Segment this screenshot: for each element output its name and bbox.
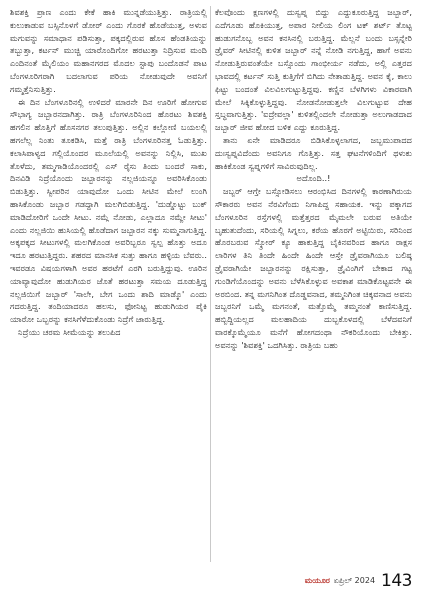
magazine-logo: ಮಯೂರ [304, 576, 330, 585]
column-divider [210, 6, 211, 562]
paragraph: ಜಬ್ಬರ್ ಆಗ್ತೇ ಬಸ್ಸೋಡಿಸಲು ಆರಂಭಿಸಿದ ದಿನಗಳಲ್ಲಿ ಕಾರಣಾಗಿರುಯ ಸೌಕಾರರು ಅವನ ನೆರವಿಗೆಂದು ನಿಗಾಪಿದ್ದ ಸಹಾಯಕ. ಇನ್ನು ಪಕ್ಕಾಗದ ಬೆಂಗಳೂರಿನ ರಸ್ತೆಗಳಲ್ಲಿ ಮತ್ತೆತ್ತರದ ಮೈಮಲೇ ಬರುವ ಅತಿಯೇ ಬೃಹುತುದೆಂದು, ಸರಿಯಲ್ಲಿ ಸಿಗ್ನಲು, ಕರೆಯ ಹೊರಗೆ ಅಟ್ಟಿಯಿರು, ಸರಿನಿಂದ ಹೊರಬರುವ ಸ್ಕ್ರೋರ್ ಕ್ಯೂ ಹಾಕುತ್ತಿದ್ದ ಬೈಕಿನವರಿಂದ ಹಾಗೂ ರಾಕ್ಷಸ ಲಾರಿಗಳ ತಿನಿ ತಿಂದೇ ಹಿಂದೇ ಹಿಂದೇ ಆಸ್ತೇ ಡ್ರೈವರಾಗಿಯೂ ಬಲಿಷ್ಠ ಡ್ರೈವರಾಗಿಯೇ ಜಬ್ಬಾರನನ್ನು ರಕ್ಷಿಸುತ್ತಾ, ಡ್ರೈವಿಂಗಿಗೆ ಬೇಕಾದ ಗಟ್ಟ ಗುಂಡಿಗೆಯೊಂದನ್ನು ಅವನು ಬೆಳೆಸಿಕೊಳ್ಳುವ ಅವಕಾಶ ಮಾಡಿಕೊಟ್ಟವನೇ ಈ ಅರಬಿಂದ. ತನ್ನ ಮಗನಿಗಿಂತ ದೊಡ್ಡವನಾದ, ತಮ್ಮನಿಗಿಂತ ಚಿಕ್ಕವನಾದ ಅವನು ಜಬ್ಬರನಿಗೆ ಒಮ್ಮೆ ಮಗನಂತೆ, ಮತ್ತೊಮ್ಮೆ ತಮ್ಮನಂತೆ ಕಾಣಿಸುತ್ತಿದ್ದ. ಹಬ್ಬಿದ್ದಿಯಲ್ಲದ ಮಲಹಾದಿಯ ದುಬ್ಬಕೊಳದಲ್ಲಿ ಬೆಳೆದವನಿಗೆ ವಾರಕ್ಕೊಮ್ಮೆಯೂ ಮನೆಗೆ ಹೋಗದಂಥಾ ನೌಕರಿಯೊಂದು ಬೇಕಿತ್ತು. ಅವನನ್ನು 'ಶಿವಶಕ್ತಿ' ಒದಗಿಸಿತ್ತು. ರಾತ್ರಿಯ ಬಹು [215, 186, 412, 350]
paragraph: ಶಿವಶಕ್ತಿ ಪ್ರಾಣ ಎಂದು ಕೇಕೆ ಹಾಕಿ ಮುನ್ನಡೆಯುತ್ತಿತ್ತು. ರಾತ್ರಿಯಲ್ಲಿ ಕುಲುಕಾಡುವ ಬಸ್ಸಿನೊಳಗೆ ಡೋರ್ ಎಂದು ಗೊರಕೆ ಹೊಡೆಯುತ್ತ, ಅಳುವ ಮಗುವನ್ನು ಸಮಾಧಾನ ಪಡಿಸುತ್ತಾ, ಪಕ್ಕದಲ್ಲಿರುವ ಹೊಸ ಹೆಂಡತಿಯನ್ನು ತಬ್ಬುತ್ತಾ, ಕರ್ಟನ್ ಮುಚ್ಚಿ ಯಾರೊಂದಿಗೋ ಹರಟುತ್ತಾ ನಿದ್ರಿಸುವ ಮಂದಿ ಎಂದಿನಂತೆ ಮೈಲಿಯಂ ಮಹಾನಗರದ ಮೊದಲ ಸ್ಟಾಪು ಬಂದೊಡನೆ ಪಾಟ ಬೆಂಗಳೂರಿಗರಾಗಿ ಬದಲಾಗುವ ಪರಿಯ ನೋಡುವುದೇ ಅವನಿಗೆ ಗಮ್ಮತ್ತೆನಿಸುತ್ತಿತ್ತು. [10, 7, 207, 94]
page-number: 143 [381, 571, 412, 591]
paragraph: ತಾನು ಏನೇ ಮಾಡಿದರೂ ಬಿಡಿಸಿಕೊಳ್ಳಲಾಗದ, ಜಬ್ಬಮುಪಾದದ ದುಃಸ್ವಪ್ನವಿದೆಂದು ಅವನಿಗೂ ಗೊತ್ತಿತ್ತು. ಸತ್ತ ಘಟನೆಗಳಿಂದಿಗೆ ಥಳುಕು ಹಾಕಿಕೊಂಡ ಸ್ವಪ್ನಗಳಿಗೆ ಸಾವಿರುವುದಿಲ್ಲ. [215, 134, 412, 171]
article-column-left [10, 6, 207, 564]
issue-date: ಏಪ್ರಿಲ್ 2024 [333, 576, 376, 585]
paragraph: ಕೆಲವೊಂದು ಕ್ಷಣಗಳಲ್ಲಿ ದುಸ್ವಪ್ನ ಬಿದ್ದು ಎದ್ದುಕೂರುತ್ತಿದ್ದ ಜಬ್ಬಾರ್, ಎದೆಗೂಡು ಹೊಕಿಯುತ್ತ, ಅಪಾರ ನೀಲಿಯ ಲಿಂಗ ಟಕ್ ಶರ್ಟ್ ತೊಟ್ಟ ಹುಡುಗನೊಬ್ಬ ಅವನ ಕನಸಿನಲ್ಲಿ ಬರುತ್ತಿದ್ದ. ಮೆಲ್ಲನೆ ಬಂದು ಬಸ್ಸನ್ನೇರಿ ಡ್ರೈವರ್ ಸೀಟಿನಲ್ಲಿ ಕುಳಿತ ಜಬ್ಬಾರ್ ನನ್ನೆ ನೋಡಿ ನಗುತ್ತಿದ್ದ, ಹಾಗೆ ಅವನು ನೋಡುತ್ತಿರುವಂತೆಯೇ ಬಸ್ಸೊಂದು ಗಾಂಭೀರ್ಯ ನಡೆದು, ಅಲ್ಲಿ ಎತ್ತರದ ಭಾವದಲ್ಲಿ ಕರ್ಟನ್ ಸುತ್ತಿ ಕುತ್ತಿಗೆಗೆ ಬಿಗಿದು ನೇತಾಡುತ್ತಿದ್ದ. ಅವನ ಕೈ, ಕಾಲು ಫಿಟ್ಟು ಬಂದಂತೆ ವಿಲವಿಲಗುಟ್ಟುತ್ತಿದ್ದವು. ಕಣ್ಣಿನ ಬೆಳಗಿಗಳು ವಿಕಾರವಾಗಿ ಮೇಲೆ ಸಿಕ್ಕಿಕೊಳ್ಳುತ್ತಿದ್ದವು. ನೋಡನೋಡುತ್ತಲೇ ವಿಲಗುಟ್ಟುವ ದೇಹ ಸ್ತಬ್ಧವಾಗುತ್ತಿತ್ತು. 'ಐದ್ರೇವಲ್ಲಾ' ಕುಳಿತಲ್ಲಿಂದಲೇ ನೋಡುತ್ತಾ ಅಲುಗಾಡದಾದ ಜಬ್ಬಾರ್ ಜೀವ ಹೋದ ಬಳಿಕ ಎದ್ದು ಕೂರುತ್ತಿದ್ದ. [215, 7, 412, 133]
paragraph: ಈ ದಿನ ಬೆಂಗಳೂರಿನಲ್ಲಿ ಉಳಿದರೆ ಮಾರನೇ ದಿನ ಊರಿಗೆ ಹೋಗುವ ಸೌಭಾಗ್ಯ ಜಬ್ಬಾರನದಾಗಿತ್ತು. ರಾತ್ರಿ ಬೆಂಗಳೂರಿನಿಂದ ಹೊರಟು ಶಿವಶಕ್ತಿ ಹಗಲಿನ ಹೊತ್ತಿಗೆ ಹೊಸನಗರ ತಲುಪುತ್ತಿತ್ತು. ಅಲ್ಲಿನ ಕಲ್ಲೋಣಿ ಬಯಲಲ್ಲಿ ಹಗಲೆಲ್ಲ ನಿಂತು ತೂಕಡಿಸಿ, ಮತ್ತೆ ರಾತ್ರಿ ಬೆಂಗಳೂರಿನತ್ತ ಓಡುತ್ತಿತ್ತು. ಕಲಾಸಿಪಾಳ್ಯದ ಗಲ್ಲಿಯೊಂದರ ಮೂಲೆಯಲ್ಲಿ ಅವನನ್ನು ನಿಲ್ಲಿಸಿ, ಮುಖ ತೊಳೆದು, ತಮ್ಮಗಾಡಿಯೊಂದರಲ್ಲಿ ಎಸ್ ರೈಸು ತಿಂದು ಬಂದರೆ ಸಾಕು, ದಿನವಿಡಿ ನಿದ್ರೆಯೊಂದು ಜಬ್ಬಾರನನ್ನು ನಲ್ಲಜಿಯನ್ನೂ ಅವರಿಸಿಕೊಂಡು ಬಿಡುತ್ತಿತ್ತು. ಸ್ವೀಪರಿನ ಯಾವುದೋ ಒಂದು ಸೀಟಿನ ಮೇಲೆ ಲುಂಗಿ ಹಾಸಿಕೊಂಡು ಜಬ್ಬಾರ ಗಡದ್ದಾಗಿ ಮಲಗಿಬಿಡುತ್ತಿದ್ದ. 'ದುಡ್ಡೊಟ್ಟು ಬುಕ್ ಮಾಡಿದೋರಿಗೆ ಒಂದೇ ಸೀಟು. ನಮ್ಗೆ ನೋಡು, ಎಲ್ಲಾದೂ ನಮ್ದೇ ಸೀಟು' ಎಂದು ನಲ್ಲಜಿಯಿ ಹುಸಿಯಲ್ಲಿ ಹೊಡೆದಾಗ ಜಬ್ಬಾರನ ನಕ್ಕು ಸುಮ್ಮನಾಗುತ್ತಿದ್ದ. ಅಕ್ಕಪಕ್ಕದ ಸೀಟುಗಳಲ್ಲಿ ಮಲಗಿಕೊಂಡ ಅವರಿಬ್ಬರೂ ಸ್ವಲ್ಪ ಹೊತ್ತು ಅದೂ ಇದೂ ಹರಟುತ್ತಿದ್ದರು. ಶಹರದ ಮಾನಸಿಕ ಸುತ್ತು ಹಾಗೂ ಹಳ್ಳಿಯ ಬೆವರು.. ಇವರಡೂ ವಿಷಯಗಳಾಗಿ ಅವರ ಹರಟೆಗೆ ಎರಗಿ ಬರುತ್ತಿದ್ದುವು. ಊರಿನ ಯಾವ್ಯಾವುದೋ ಹುಡುಗಿಯರ ಜೊತೆ ಹರಟುತ್ತಾ ಸಮಯ ದೂಡುತ್ತಿದ್ದ ನಲ್ಲಜಿಯಿಗೆ ಜಬ್ಬಾರ್ 'ಸಾಲೇ, ಬೇಗ ಒಂದು ಶಾದಿ ಮಾಡ್ಕೊ' ಎಂದು ಗದರುತ್ತಿದ್ದ. ತಂದಿಯಾದರೂ ಹಲಸು, ಫೋನಿಟ್ಟ ಹುಡುಗಿಯರ ಪೈಕಿ ಯಾರೋ ಒಬ್ಬರನ್ನು ಕನಸಿಗೆಳೆದುಕೊಂಡು ನಿದ್ರೆಗೆ ಜಾರುತ್ತಿದ್ದ. [10, 96, 207, 325]
article-column-right [215, 6, 412, 564]
article-columns [10, 6, 412, 564]
page-footer [305, 568, 412, 594]
section-break-heading: ಅದೊಂದಿ..! [296, 173, 331, 184]
paragraph: ನಿದ್ರೆಯು ಚರಮ ಸೀಮೆಯನ್ನು ತಲುಪಿದ [18, 326, 121, 337]
